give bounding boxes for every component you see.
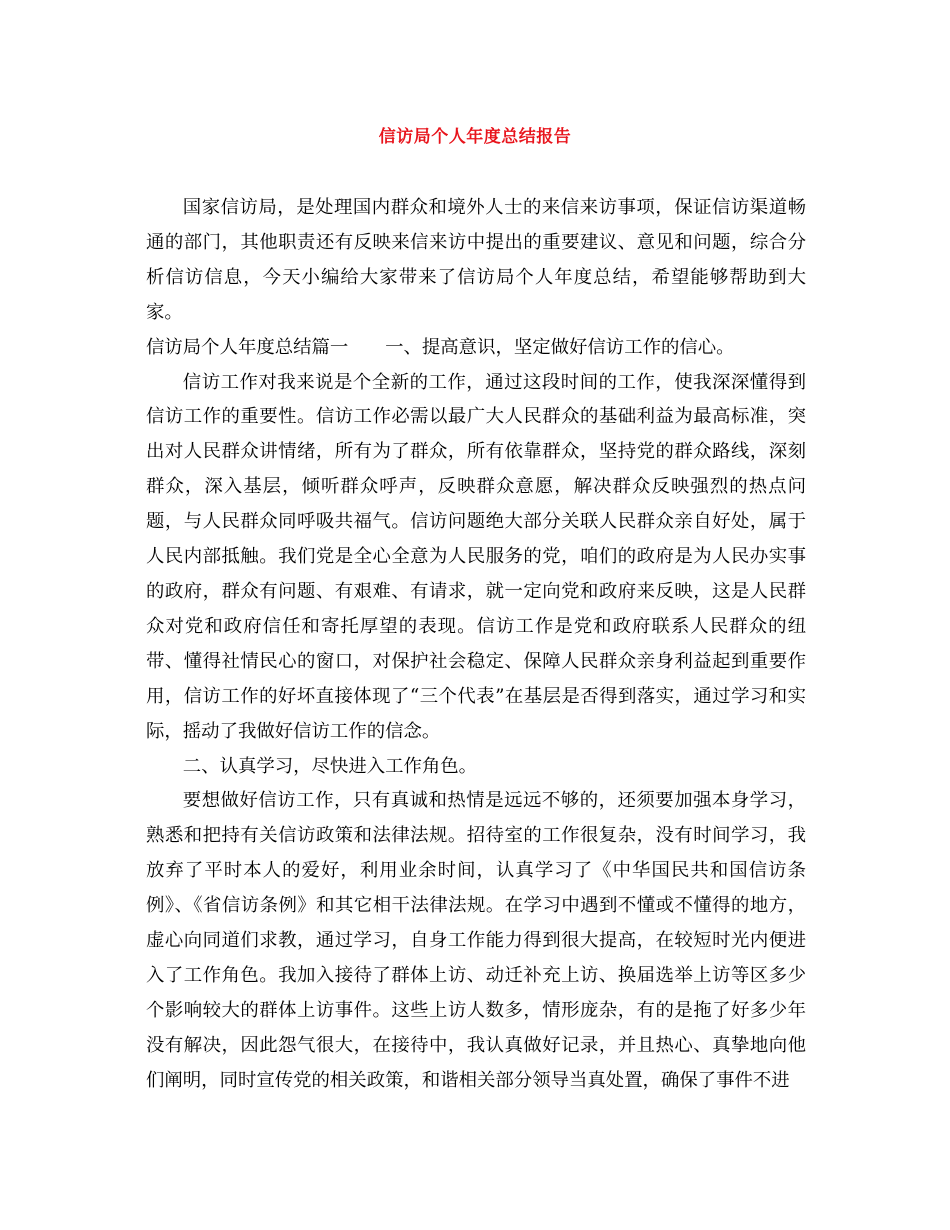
body-paragraph-2: 要想做好信访工作，只有真诚和热情是远远不够的，还须要加强本身学习，熟悉和把持有关信访政策和法律法规。招待室的工作很复杂，没有时间学习，我放弃了平时本人的爱好，利用业余时间，认真学习了《中华国民共和国信访条例》、《省信访条例》和其它相干法律法规。在学习中遇到不懂或不懂得的地方，虚心向同道们求教，通过学习，自身工作能力得到很大提高，在较短时光内便进入了工作角色。我加入接待了群体上访、动迁补充上访、换届选举上访等区多少个影响较大的群体上访事件。这些上访人数多，情形庞杂，有的是拖了好多少年没有解决，因此怨气很大，在接待中，我认真做好记录，并且热心、真挚地向他们阐明，同时宣传党的相关政策，和谐相关部分领导当真处置，确保了事件不进 xyxy=(146,790,806,1091)
body-paragraph-1: 信访工作对我来说是个全新的工作，通过这段时间的工作，使我深深懂得到信访工作的重要性。信访工作必需以最广大人民群众的基础利益为最高标准，突出对人民群众讲情绪，所有为了群众，所有依靠群众，坚持党的群众路线，深刻群众，深入基层，倾听群众呼声，反映群众意愿，解决群众反映强烈的热点问题，与人民群众同呼吸共福气。信访问题绝大部分关联人民群众亲自好处，属于人民内部抵触。我们党是全心全意为人民服务的党，咱们的政府是为人民办实事的政府，群众有问题、有艰难、有请求，就一定向党和政府来反映，这是人民群众对党和政府信任和寄托厚望的表现。信访工作是党和政府联系人民群众的纽带、懂得社情民心的窗口，对保护社会稳定、保障人民群众亲身利益起到重要作用，信访工作的好坏直接体现了“三个代表”在基层是否得到落实，通过学习和实际，摇动了我做好信访工作的信念。 xyxy=(146,371,806,742)
intro-paragraph: 国家信访局，是处理国内群众和境外人士的来信来访事项，保证信访渠道畅通的部门，其他职责还有反映来信来访中提出的重要建议、意见和问题，综合分析信访信息，今天小编给大家带来了信访局个人年度总结，希望能够帮助到大家。 xyxy=(146,197,806,323)
section-line xyxy=(146,331,806,366)
section-label: 信访局个人年度总结篇一 xyxy=(146,336,349,358)
section-heading-2: 二、认真学习，尽快进入工作角色。 xyxy=(182,755,478,777)
document-title: 信访局个人年度总结报告 xyxy=(378,127,572,147)
document-body xyxy=(146,191,806,1099)
section-heading-1: 一、提高意识，坚定做好信访工作的信心。 xyxy=(385,336,735,358)
